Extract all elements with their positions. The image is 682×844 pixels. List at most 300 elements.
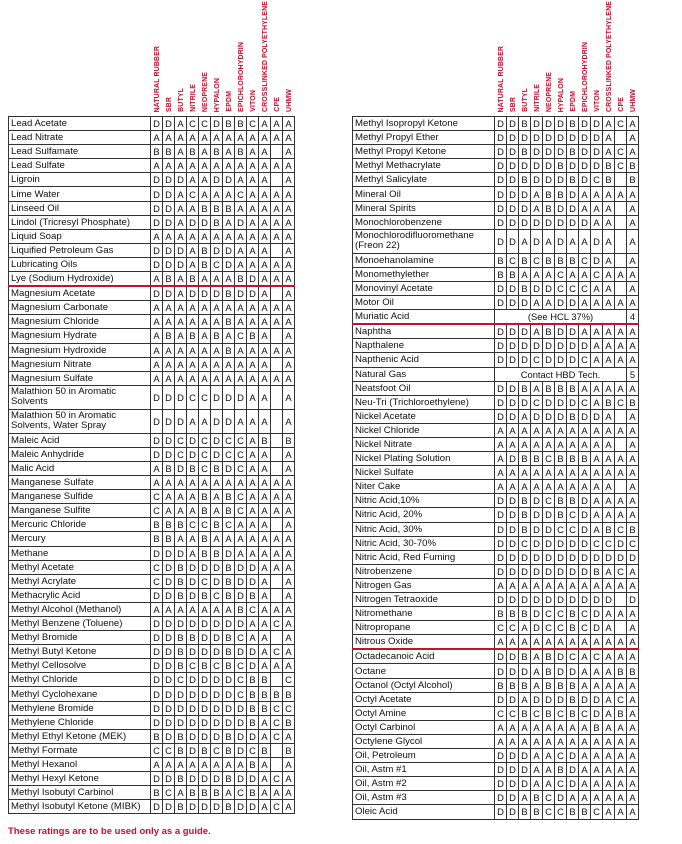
rating-cell: A	[175, 315, 187, 329]
rating-cell: A	[211, 187, 223, 201]
rating-cell: B	[175, 560, 187, 574]
rating-cell: D	[507, 564, 519, 578]
table-row	[353, 201, 639, 215]
table-row	[353, 522, 639, 536]
table-row	[353, 131, 639, 145]
rating-cell: A	[615, 339, 627, 353]
rating-cell: B	[223, 201, 235, 215]
rating-cell	[615, 215, 627, 229]
rating-cell: A	[247, 243, 259, 257]
rating-cell: A	[247, 257, 259, 271]
rating-cell: A	[519, 635, 531, 650]
rating-cell: D	[555, 201, 567, 215]
rating-cell: A	[507, 466, 519, 480]
rating-cell: D	[555, 550, 567, 564]
chemical-name: Methyl Salicylate	[353, 173, 495, 187]
material-column-header	[247, 0, 259, 117]
rating-cell: A	[187, 409, 199, 433]
rating-cell: D	[627, 550, 639, 564]
rating-cell: A	[591, 734, 603, 748]
chemical-column-header	[353, 0, 495, 117]
rating-cell	[615, 621, 627, 635]
chemical-name: Nitric Acid, Red Fuming	[353, 550, 495, 564]
rating-cell: A	[199, 409, 211, 433]
rating-cell: A	[247, 131, 259, 145]
rating-cell: A	[615, 607, 627, 621]
rating-cell: D	[495, 117, 507, 131]
rating-cell: A	[211, 371, 223, 385]
rating-cell: A	[579, 763, 591, 777]
chemical-name: Methyl Acetate	[9, 560, 151, 574]
rating-cell: D	[531, 281, 543, 295]
table-row	[9, 617, 295, 631]
rating-cell: A	[603, 678, 615, 692]
rating-cell: D	[591, 593, 603, 607]
table-row	[9, 490, 295, 504]
table-row	[353, 466, 639, 480]
rating-cell: A	[283, 371, 295, 385]
rating-cell: 5	[627, 367, 639, 381]
rating-cell: A	[591, 749, 603, 763]
rating-cell	[615, 253, 627, 267]
rating-cell: B	[591, 564, 603, 578]
rating-cell: C	[187, 187, 199, 201]
rating-cell: D	[555, 215, 567, 229]
rating-cell: A	[555, 437, 567, 451]
rating-cell: A	[507, 734, 519, 748]
rating-cell: A	[151, 229, 163, 243]
rating-cell: D	[555, 409, 567, 423]
rating-cell: A	[187, 131, 199, 145]
rating-cell: A	[531, 749, 543, 763]
rating-cell: B	[247, 588, 259, 602]
material-column-label: EPDM	[569, 91, 577, 112]
rating-cell: D	[151, 645, 163, 659]
chemical-name: Nitrous Oxide	[353, 635, 495, 650]
rating-cell: A	[223, 301, 235, 315]
rating-cell: A	[199, 357, 211, 371]
rating-cell: A	[163, 315, 175, 329]
rating-cell: B	[247, 687, 259, 701]
rating-cell: D	[495, 550, 507, 564]
rating-cell: A	[603, 720, 615, 734]
rating-cell: A	[259, 786, 271, 800]
rating-cell: D	[555, 593, 567, 607]
rating-cell: B	[223, 800, 235, 814]
rating-cell: A	[223, 229, 235, 243]
rating-cell: B	[211, 145, 223, 159]
rating-cell: A	[627, 452, 639, 466]
chemical-name: Methyl Ethyl Ketone (MEK)	[9, 729, 151, 743]
chemical-name: Mineral Spirits	[353, 201, 495, 215]
rating-cell: B	[567, 145, 579, 159]
rating-cell: C	[247, 602, 259, 616]
rating-cell: B	[223, 343, 235, 357]
table-row	[9, 546, 295, 560]
rating-cell: A	[579, 267, 591, 281]
rating-cell: B	[199, 504, 211, 518]
chemical-name: Lime Water	[9, 187, 151, 201]
rating-cell: B	[199, 532, 211, 546]
rating-cell: B	[259, 701, 271, 715]
rating-cell: D	[531, 508, 543, 522]
rating-cell: A	[247, 532, 259, 546]
rating-cell: A	[603, 791, 615, 805]
table-row	[353, 734, 639, 748]
rating-cell: A	[271, 159, 283, 173]
table-row	[9, 532, 295, 546]
chemical-name: Manganese Sulfide	[9, 490, 151, 504]
rating-cell: D	[519, 564, 531, 578]
rating-cell: D	[555, 117, 567, 131]
rating-cell: A	[283, 257, 295, 271]
rating-cell: A	[223, 187, 235, 201]
rating-cell: D	[543, 550, 555, 564]
rating-cell: A	[151, 461, 163, 475]
rating-cell: D	[211, 173, 223, 187]
rating-cell: D	[199, 617, 211, 631]
rating-cell: A	[615, 763, 627, 777]
rating-cell: A	[235, 301, 247, 315]
rating-cell: D	[495, 494, 507, 508]
rating-cell: D	[211, 687, 223, 701]
rating-cell: D	[495, 339, 507, 353]
rating-cell: D	[507, 339, 519, 353]
rating-cell: D	[555, 145, 567, 159]
rating-cell: B	[615, 664, 627, 678]
rating-cell: D	[567, 536, 579, 550]
rating-cell: A	[543, 423, 555, 437]
rating-cell: B	[567, 117, 579, 131]
rating-cell: A	[259, 215, 271, 229]
rating-cell: B	[187, 329, 199, 343]
rating-cell: D	[199, 645, 211, 659]
rating-cell: A	[199, 131, 211, 145]
chemical-name: Nickel Chloride	[353, 423, 495, 437]
rating-cell: A	[615, 494, 627, 508]
rating-cell: D	[519, 201, 531, 215]
rating-cell: A	[627, 706, 639, 720]
rating-cell: A	[223, 371, 235, 385]
rating-cell: A	[259, 659, 271, 673]
rating-cell: A	[175, 329, 187, 343]
rating-cell: B	[247, 715, 259, 729]
rating-cell: A	[603, 381, 615, 395]
rating-cell: A	[223, 329, 235, 343]
rating-note: Contact HBD Tech.	[495, 367, 627, 381]
chemical-name: Manganese Sulfate	[9, 476, 151, 490]
rating-cell: A	[283, 786, 295, 800]
rating-cell: A	[627, 578, 639, 592]
rating-cell: B	[627, 395, 639, 409]
rating-cell: A	[627, 621, 639, 635]
rating-cell: C	[555, 777, 567, 791]
rating-cell: A	[175, 757, 187, 771]
rating-cell: D	[531, 536, 543, 550]
rating-cell: A	[603, 145, 615, 159]
chemical-name: Methyl Isopropyl Ketone	[353, 117, 495, 131]
rating-cell: D	[163, 385, 175, 409]
rating-cell: B	[211, 329, 223, 343]
rating-cell: A	[615, 508, 627, 522]
rating-cell: D	[531, 131, 543, 145]
rating-cell: B	[543, 678, 555, 692]
rating-cell: A	[283, 631, 295, 645]
rating-cell: D	[199, 286, 211, 301]
rating-cell: D	[519, 187, 531, 201]
rating-cell: D	[567, 664, 579, 678]
rating-cell: B	[519, 281, 531, 295]
rating-cell: B	[495, 607, 507, 621]
rating-cell: D	[163, 447, 175, 461]
rating-cell: B	[223, 504, 235, 518]
rating-cell: A	[531, 423, 543, 437]
rating-cell: D	[579, 536, 591, 550]
table-row	[353, 324, 639, 339]
rating-cell: D	[591, 550, 603, 564]
table-row	[353, 173, 639, 187]
rating-cell: A	[163, 301, 175, 315]
rating-cell: D	[187, 560, 199, 574]
rating-cell: A	[543, 437, 555, 451]
table-row	[353, 664, 639, 678]
chemical-name: Octane	[353, 664, 495, 678]
rating-cell: D	[495, 593, 507, 607]
rating-cell: A	[603, 805, 615, 819]
rating-cell: D	[187, 215, 199, 229]
rating-cell: C	[555, 281, 567, 295]
rating-cell: A	[247, 201, 259, 215]
chemical-name: Oil, Astm #1	[353, 763, 495, 777]
rating-cell: A	[187, 490, 199, 504]
table-row	[353, 117, 639, 131]
rating-cell: A	[591, 381, 603, 395]
rating-cell: D	[507, 749, 519, 763]
rating-cell: D	[507, 763, 519, 777]
rating-cell: A	[519, 734, 531, 748]
rating-cell: B	[163, 532, 175, 546]
rating-cell: D	[223, 173, 235, 187]
chemical-name: Nitrogen Tetraoxide	[353, 593, 495, 607]
rating-cell: A	[283, 574, 295, 588]
rating-cell: C	[555, 805, 567, 819]
chemical-name: Malathion 50 in Aromatic Solvents, Water Spray	[9, 409, 151, 433]
rating-cell: A	[579, 649, 591, 664]
rating-cell: B	[223, 772, 235, 786]
rating-cell: A	[151, 602, 163, 616]
rating-cell: A	[247, 546, 259, 560]
rating-cell: A	[163, 131, 175, 145]
rating-cell: B	[543, 706, 555, 720]
chemical-name: Napthalene	[353, 339, 495, 353]
rating-cell: D	[211, 560, 223, 574]
chemical-name: Liquid Soap	[9, 229, 151, 243]
rating-cell: A	[627, 508, 639, 522]
rating-cell: D	[151, 215, 163, 229]
rating-cell: D	[151, 673, 163, 687]
chemical-name: Malic Acid	[9, 461, 151, 475]
rating-cell: D	[519, 131, 531, 145]
chemical-name: Motor Oil	[353, 296, 495, 310]
rating-cell: A	[519, 480, 531, 494]
rating-cell: A	[199, 757, 211, 771]
rating-cell: A	[175, 476, 187, 490]
rating-cell: A	[531, 480, 543, 494]
rating-cell: C	[199, 447, 211, 461]
rating-cell: B	[199, 257, 211, 271]
rating-cell: D	[163, 173, 175, 187]
rating-cell: D	[223, 673, 235, 687]
rating-cell: A	[283, 229, 295, 243]
rating-cell: A	[283, 560, 295, 574]
rating-cell: A	[603, 749, 615, 763]
rating-cell: A	[555, 578, 567, 592]
rating-cell: A	[579, 381, 591, 395]
rating-cell: B	[543, 649, 555, 664]
rating-cell: A	[175, 272, 187, 287]
rating-cell: A	[591, 466, 603, 480]
table-row	[353, 229, 639, 253]
rating-cell: A	[495, 437, 507, 451]
chemical-name: Neatsfoot Oil	[353, 381, 495, 395]
rating-cell	[271, 329, 283, 343]
rating-cell: C	[531, 253, 543, 267]
rating-cell: D	[543, 593, 555, 607]
rating-cell: A	[211, 272, 223, 287]
rating-cell: D	[175, 715, 187, 729]
rating-cell: A	[187, 343, 199, 357]
rating-cell: D	[507, 201, 519, 215]
rating-cell: D	[187, 673, 199, 687]
material-column-label: BUTYL	[521, 88, 529, 112]
rating-cell: A	[627, 805, 639, 819]
rating-cell: A	[151, 301, 163, 315]
table-row	[353, 763, 639, 777]
table-row	[353, 310, 639, 325]
rating-cell: C	[223, 518, 235, 532]
rating-cell: A	[211, 490, 223, 504]
rating-cell: A	[271, 476, 283, 490]
rating-cell: A	[603, 409, 615, 423]
material-column-header	[163, 0, 175, 117]
rating-cell: A	[235, 357, 247, 371]
rating-cell: D	[579, 173, 591, 187]
rating-cell: A	[271, 659, 283, 673]
rating-cell: D	[531, 339, 543, 353]
rating-cell: C	[543, 805, 555, 819]
rating-cell: A	[235, 229, 247, 243]
rating-cell: A	[259, 257, 271, 271]
rating-cell: D	[163, 574, 175, 588]
rating-cell: D	[555, 173, 567, 187]
rating-cell: D	[223, 546, 235, 560]
rating-cell: A	[615, 720, 627, 734]
rating-cell: A	[579, 720, 591, 734]
rating-cell: A	[591, 791, 603, 805]
rating-cell: D	[543, 215, 555, 229]
rating-cell: A	[507, 437, 519, 451]
rating-cell: B	[543, 381, 555, 395]
rating-cell: D	[247, 645, 259, 659]
rating-cell: A	[567, 734, 579, 748]
chemical-name: Magnesium Nitrate	[9, 357, 151, 371]
rating-cell: A	[579, 734, 591, 748]
rating-cell: B	[151, 729, 163, 743]
rating-cell: C	[579, 621, 591, 635]
rating-cell: C	[271, 645, 283, 659]
rating-cell: A	[283, 131, 295, 145]
rating-cell: A	[615, 649, 627, 664]
rating-cell: A	[603, 777, 615, 791]
rating-cell: A	[175, 131, 187, 145]
rating-cell: A	[543, 578, 555, 592]
rating-cell: D	[495, 187, 507, 201]
rating-cell: D	[507, 131, 519, 145]
rating-cell: D	[507, 452, 519, 466]
chemical-name: Lubricating Oils	[9, 257, 151, 271]
chemical-name: Monoehanolamine	[353, 253, 495, 267]
rating-cell: A	[531, 437, 543, 451]
rating-cell: A	[211, 229, 223, 243]
rating-cell: A	[603, 564, 615, 578]
rating-cell: A	[235, 201, 247, 215]
rating-cell: A	[247, 476, 259, 490]
rating-cell: A	[627, 145, 639, 159]
rating-cell: C	[615, 145, 627, 159]
table-row	[9, 574, 295, 588]
rating-cell: A	[175, 159, 187, 173]
rating-cell: B	[175, 631, 187, 645]
rating-cell: B	[591, 720, 603, 734]
rating-cell: D	[163, 187, 175, 201]
rating-cell	[615, 409, 627, 423]
rating-cell: A	[603, 480, 615, 494]
rating-cell: D	[247, 729, 259, 743]
rating-cell: A	[211, 301, 223, 315]
rating-cell: A	[543, 635, 555, 650]
table-row	[353, 145, 639, 159]
rating-cell: A	[247, 371, 259, 385]
rating-cell: C	[271, 800, 283, 814]
rating-cell: A	[591, 763, 603, 777]
rating-cell: A	[247, 215, 259, 229]
rating-cell: A	[519, 791, 531, 805]
rating-cell: A	[519, 229, 531, 253]
rating-cell: A	[591, 423, 603, 437]
rating-cell: A	[235, 257, 247, 271]
rating-cell: A	[283, 757, 295, 771]
chemical-name: Niter Cake	[353, 480, 495, 494]
rating-cell: D	[163, 117, 175, 131]
rating-cell: A	[591, 353, 603, 367]
rating-cell	[615, 173, 627, 187]
rating-cell: B	[163, 329, 175, 343]
chemical-name: Methyl Chloride	[9, 673, 151, 687]
material-column-header	[175, 0, 187, 117]
rating-cell: A	[627, 791, 639, 805]
rating-cell: A	[199, 315, 211, 329]
rating-cell: A	[591, 678, 603, 692]
rating-cell: B	[579, 805, 591, 819]
material-column-header	[531, 0, 543, 117]
rating-cell: B	[567, 607, 579, 621]
rating-cell: A	[579, 324, 591, 339]
rating-cell: D	[519, 395, 531, 409]
rating-cell: B	[199, 243, 211, 257]
rating-cell: A	[627, 187, 639, 201]
rating-cell: C	[235, 490, 247, 504]
rating-cell	[271, 673, 283, 687]
